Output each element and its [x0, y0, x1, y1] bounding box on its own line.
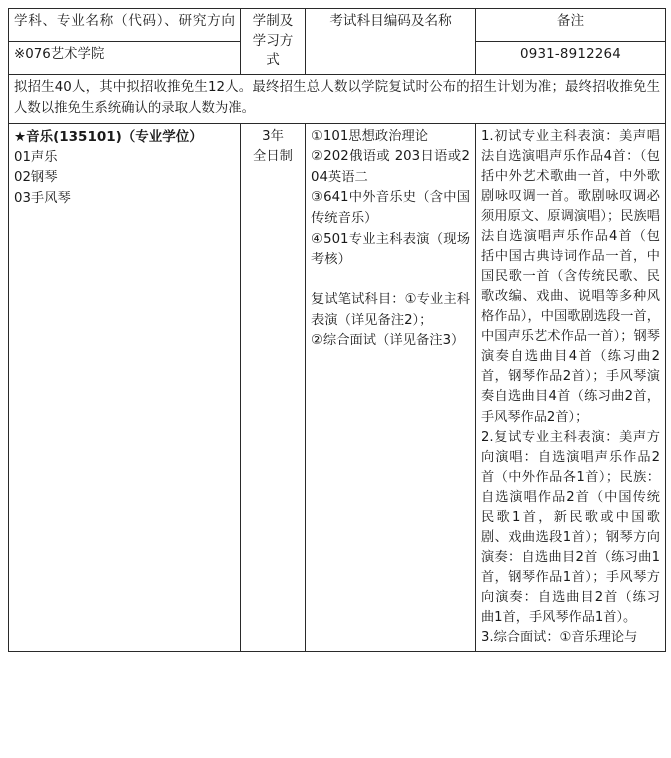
- college-phone-cell: 0931-8912264: [476, 41, 666, 74]
- quota-note-cell: 拟招生40人，其中拟招收推免生12人。最终招生总人数以学院复试时公布的招生计划为准；最终招收推免生人数以推免生系统确认的录取人数为准。: [9, 75, 666, 124]
- table-header: [9, 9, 666, 75]
- college-name-cell: ※076艺术学院: [9, 41, 241, 74]
- exam-subject-2: ②202俄语或 203日语或204英语二: [311, 149, 470, 185]
- table-body: [9, 75, 666, 652]
- column-header-study-system: 学制及学习方式: [241, 9, 306, 75]
- column-header-exam-subjects: 考试科目编码及名称: [306, 9, 476, 75]
- admissions-table: [8, 8, 666, 652]
- notes-cell: [476, 123, 666, 652]
- exam-subject-3: ③641中外音乐史（含中国传统音乐）: [311, 190, 470, 227]
- program-title: ★音乐(135101)（专业学位）: [14, 128, 203, 145]
- note-item-1: 1.初试专业主科表演：美声唱法自选演唱声乐作品4首：（包括中外艺术歌曲一首，中外歌剧咏叹调一首。歌剧咏叹调必须用原文、原调演唱）；民族唱法自选演唱声乐作品4首（包括中国古典诗词作品一首，中国民歌一首（含传统民歌、民歌改编、戏曲、说唱等多种风格作品），中国歌剧选段一首，中国声乐艺术作品一首）；钢琴演奏自选曲目4首（练习曲2首，钢琴作品2首）；手风琴演奏自选曲目4首（练习曲2首，手风琴作品2首）；: [481, 128, 660, 425]
- note-item-2: 2.复试专业主科表演：美声方向演唱：自选演唱声乐作品2首（中外作品各1首）；民族：自选演唱作品2首（中国传统民歌1首，新民歌或中国歌剧、戏曲选段1首）；钢琴方向演奏：自选曲目2首（练习曲1首，钢琴作品1首）；手风琴方向演奏：自选曲目2首（练习曲1首，手风琴作品1首）。: [481, 429, 660, 626]
- column-header-notes: 备注: [476, 9, 666, 42]
- program-major-cell: [9, 123, 241, 652]
- quota-note-row: [9, 75, 666, 124]
- study-mode: 全日制: [253, 148, 293, 164]
- study-system-cell: [241, 123, 306, 652]
- column-header-major: 学科、专业名称（代码）、研究方向: [9, 9, 241, 42]
- retest-written-subject-2: ②综合面试（详见备注3）: [311, 333, 465, 349]
- study-duration: 3年: [262, 128, 284, 144]
- retest-written-subject-1: 复试笔试科目：①专业主科表演（详见备注2）；: [311, 291, 470, 328]
- exam-subjects-cell: [306, 123, 476, 652]
- table-row: [9, 123, 666, 652]
- exam-subject-4: ④501专业主科表演（现场考核）: [311, 231, 470, 268]
- note-item-3: 3.综合面试：①音乐理论与: [481, 630, 638, 646]
- exam-subject-1: ①101思想政治理论: [311, 128, 429, 144]
- research-direction-3: 03手风琴: [14, 190, 71, 206]
- research-direction-1: 01声乐: [14, 149, 58, 165]
- exam-spacer: [311, 271, 470, 290]
- header-row-1: [9, 9, 666, 42]
- research-direction-2: 02钢琴: [14, 170, 58, 186]
